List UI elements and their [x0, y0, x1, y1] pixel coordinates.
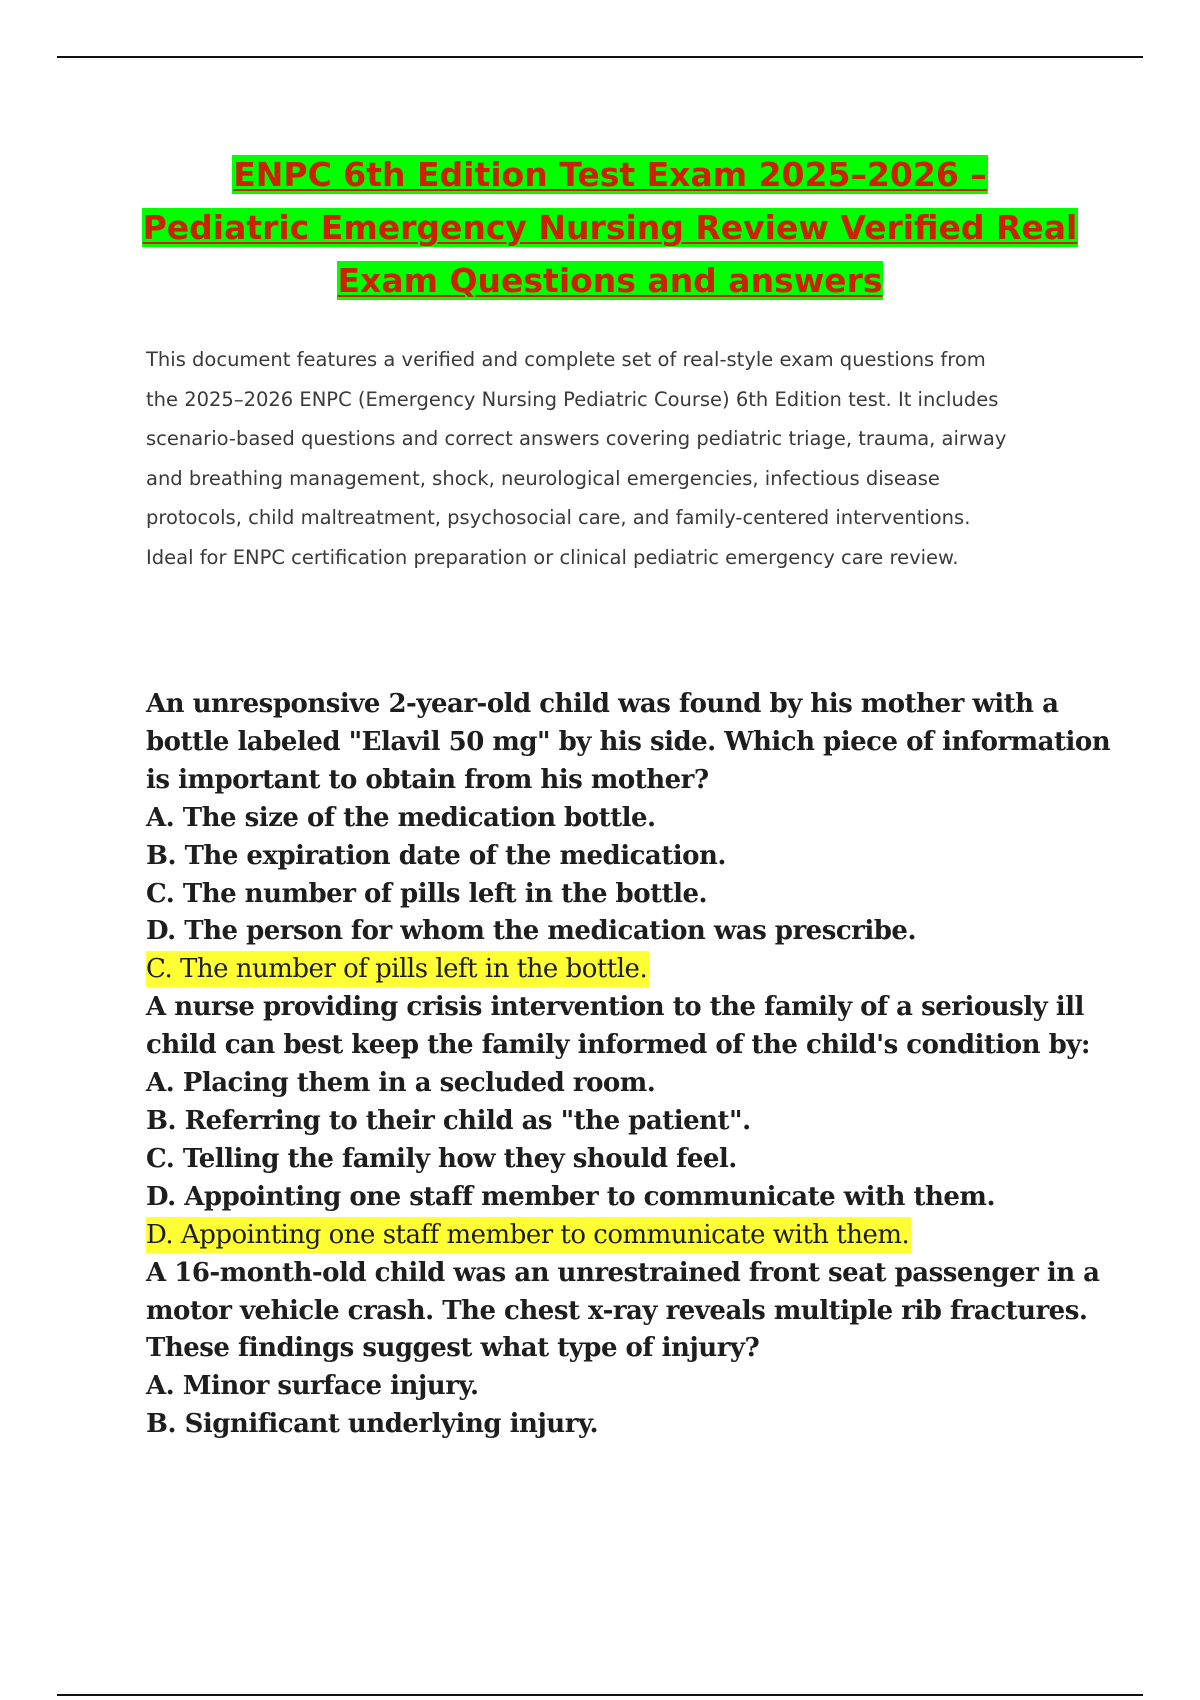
- title-line: ENPC 6th Edition Test Exam 2025–2026 –: [233, 155, 987, 194]
- option-c: C. The number of pills left in the bottle.: [146, 878, 708, 909]
- intro-line: protocols, child maltreatment, psychosocial care, and family-centered interventions.: [146, 506, 971, 529]
- option-a: A. The size of the medication bottle.: [146, 802, 656, 833]
- question-stem: child can best keep the family informed of the child's condition by:: [146, 1030, 1090, 1061]
- intro-line: scenario-based questions and correct answers covering pediatric triage, trauma, airway: [146, 427, 1007, 450]
- intro-paragraph: [146, 340, 1081, 577]
- title-line: Exam Questions and answers: [337, 261, 883, 300]
- intro-line: and breathing management, shock, neurological emergencies, infectious disease: [146, 466, 940, 490]
- question-stem: bottle labeled "Elavil 50 mg" by his side. Which piece of information: [146, 726, 1111, 757]
- option-b: B. Significant underlying injury.: [146, 1409, 599, 1440]
- question-stem: A nurse providing crisis intervention to the family of a seriously ill: [146, 992, 1084, 1023]
- option-a: A. Placing them in a secluded room.: [146, 1068, 656, 1099]
- question-1: [146, 686, 1111, 989]
- option-c: C. Telling the family how they should feel.: [146, 1143, 737, 1174]
- question-stem: These findings suggest what type of injury?: [146, 1333, 760, 1364]
- option-a: A. Minor surface injury.: [146, 1371, 479, 1402]
- intro-line: the 2025–2026 ENPC (Emergency Nursing Pediatric Course) 6th Edition test. It includes: [146, 387, 999, 411]
- correct-answer-highlight: C. The number of pills left in the bottle.: [146, 951, 649, 987]
- intro-line: This document features a verified and complete set of real-style exam questions from: [146, 348, 986, 371]
- question-3: [146, 1255, 1106, 1445]
- question-stem: A 16-month-old child was an unrestrained front seat passenger in a: [146, 1257, 1100, 1288]
- question-list: [146, 686, 1111, 1444]
- question-2: [146, 989, 1106, 1254]
- option-b: B. Referring to their child as "the patient".: [146, 1105, 751, 1136]
- top-rule: [57, 56, 1143, 58]
- option-d: D. Appointing one staff member to communicate with them.: [146, 1181, 995, 1212]
- intro-line: Ideal for ENPC certification preparation or clinical pediatric emergency care review.: [146, 545, 959, 569]
- option-d: D. The person for whom the medication was prescribe.: [146, 916, 917, 947]
- option-b: B. The expiration date of the medication.: [146, 840, 726, 871]
- question-stem: is important to obtain from his mother?: [146, 764, 709, 795]
- question-stem: An unresponsive 2-year-old child was found by his mother with a: [146, 689, 1059, 719]
- correct-answer-highlight: D. Appointing one staff member to communicate with them.: [146, 1217, 911, 1253]
- question-stem: motor vehicle crash. The chest x-ray reveals multiple rib fractures.: [146, 1295, 1088, 1326]
- bottom-rule: [57, 1694, 1143, 1696]
- document-title: [130, 148, 1090, 307]
- title-line: Pediatric Emergency Nursing Review Verified Real: [142, 208, 1078, 247]
